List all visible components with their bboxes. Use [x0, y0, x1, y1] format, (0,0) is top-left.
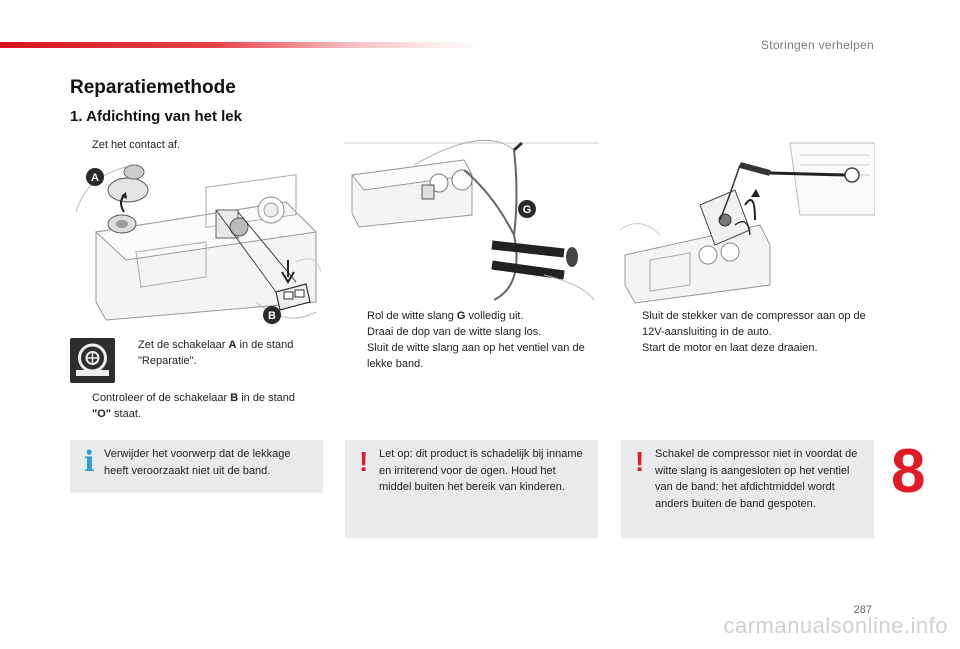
- info-note-box: [70, 440, 323, 493]
- step-text: Zet het contact af.: [92, 139, 181, 151]
- step-plug-in-socket: [622, 308, 874, 340]
- tyre-repair-icon: [70, 338, 115, 383]
- step-connect-hose: [347, 340, 597, 372]
- step-check-switch-b: [72, 390, 312, 422]
- header-accent-bar: [0, 42, 480, 48]
- warning-note-text: Schakel de compressor niet in voordat de witte slang is aangesloten op het ventiel van de band: het afdichtmiddel wordt anders buiten de band gespoten.: [655, 448, 858, 510]
- info-note-text: Verwijder het voorwerp dat de lekkage heeft veroorzaakt niet uit de band.: [104, 448, 291, 477]
- chapter-title: Storingen verhelpen: [760, 38, 874, 52]
- warning-note-box: [621, 440, 874, 538]
- white-hose-illustration: [344, 135, 599, 305]
- step-text: Rol de witte slang G volledig uit.: [367, 310, 524, 322]
- page-number: 287: [853, 604, 872, 616]
- watermark: carmanualsonline.info: [723, 613, 948, 638]
- callout-label-a: A: [91, 172, 99, 184]
- callout-label-b: B: [268, 310, 276, 322]
- step-start-engine: [622, 340, 874, 356]
- step-unroll-hose: [347, 308, 597, 324]
- info-icon: i: [84, 445, 95, 478]
- callout-label-g: G: [522, 204, 532, 216]
- step-text: Sluit de stekker van de compressor aan op de 12V-aansluiting in de auto.: [642, 310, 866, 338]
- step-text: Controleer of de schakelaar B in de stand "O" staat.: [92, 392, 296, 420]
- chapter-number: 8: [891, 437, 926, 506]
- warning-exclamation-icon: !: [635, 446, 645, 477]
- step-text: Draai de dop van de witte slang los.: [367, 326, 542, 338]
- compressor-switch-illustration: [66, 152, 326, 328]
- warning-note-box: [345, 440, 598, 538]
- step-text: Zet de schakelaar A in de stand "Reparatie".: [138, 339, 294, 367]
- step-set-switch-a: [118, 337, 318, 369]
- step-switch-off-ignition: [72, 137, 312, 153]
- warning-exclamation-icon: !: [359, 446, 369, 477]
- step-unscrew-cap: [347, 324, 597, 340]
- warning-note-text: Let op: dit product is schadelijk bij inname en irriterend voor de ogen. Houd het middel buiten het bereik van kinderen.: [379, 448, 583, 493]
- page-heading: Reparatiemethode: [70, 77, 236, 98]
- power-socket-illustration: [620, 135, 875, 305]
- section-heading: 1. Afdichting van het lek: [70, 108, 242, 125]
- step-text: Start de motor en laat deze draaien.: [642, 342, 818, 354]
- step-text: Sluit de witte slang aan op het ventiel van de lekke band.: [367, 342, 585, 370]
